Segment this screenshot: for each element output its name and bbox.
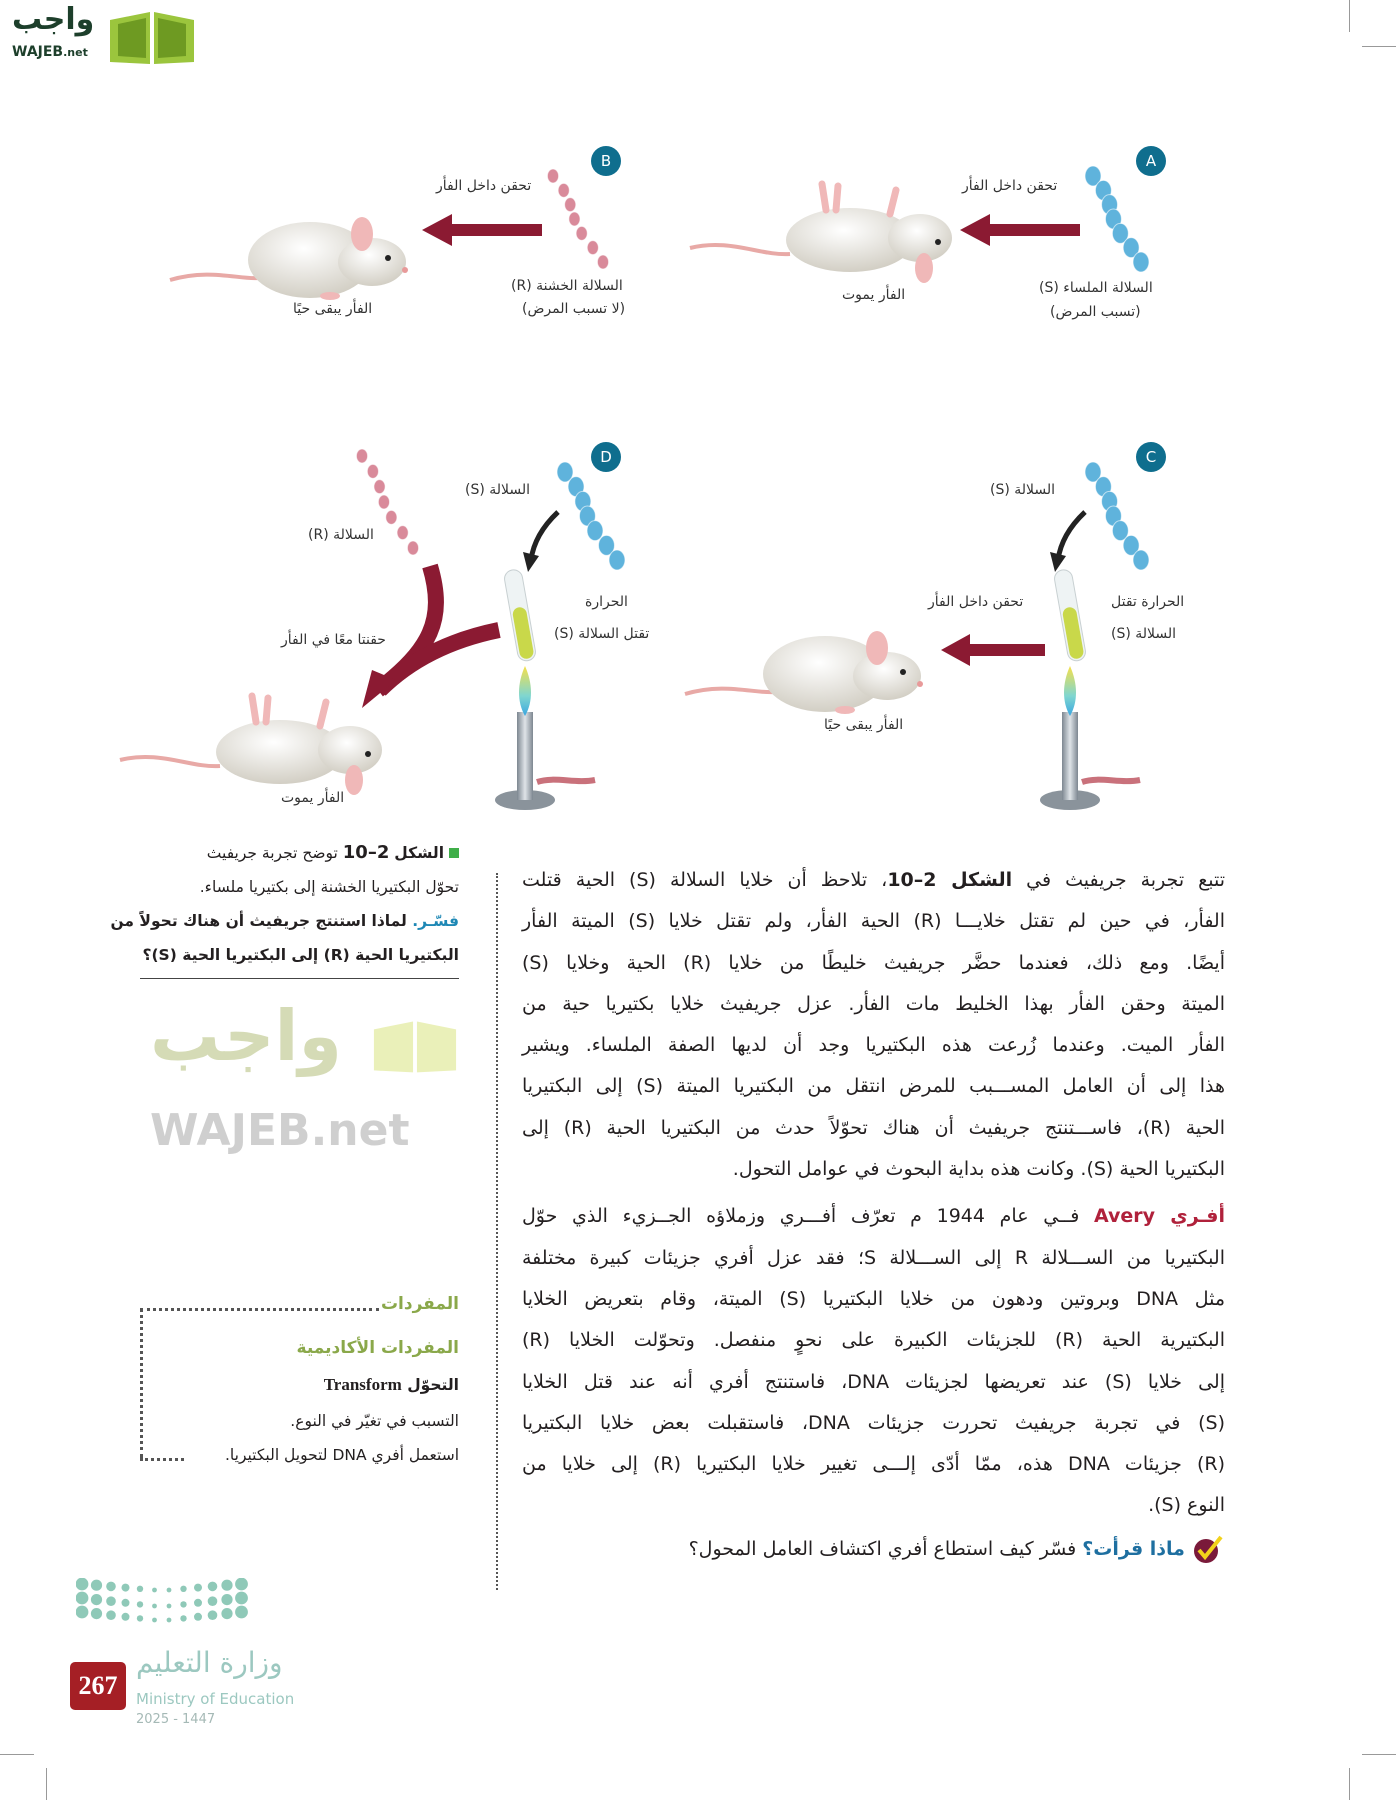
s-strain-chain [1085, 462, 1149, 570]
logo-dot [76, 1606, 88, 1619]
transfer-arrow [531, 512, 558, 560]
text-line: هذا إلى أن العامل المســـبب للمرض انتقل من البكتيريا الميتة (S) إلى البكتيريا [522, 1075, 1225, 1098]
vocab-left-border [140, 1308, 143, 1458]
text-line: البكتيريا الحية (S). وكانت هذه بداية البحوث في عوامل التحول. [732, 1158, 1225, 1181]
text-line: (S) في تجربة جريفيث تحررت جزيئات DNA، فاستقبلت بعض خلايا البكتيريا [522, 1411, 1225, 1434]
bacterium-cell [587, 521, 603, 541]
label-a-strain-note: (تسبب المرض) [1050, 304, 1141, 320]
text-line: البكتيرية الحية (R) للجزيئات الكبيرة على نحوٍ منفصل. وتحوّلت الخلايا (R) [522, 1329, 1225, 1352]
logo-dot [221, 1594, 232, 1605]
mouse-dead-d [120, 696, 382, 795]
text-line: (R) جزيئات DNA هذه، ممّا أدّى إلـــى تغيير خلايا البكتيريا (R) إلى خلايا من [522, 1453, 1225, 1476]
caption-divider [140, 978, 459, 979]
logo-dot [221, 1580, 232, 1591]
logo-dot [180, 1601, 186, 1607]
caption-line-4: البكتيريا الحية (R) إلى البكتيريا الحية (S)؟ [142, 946, 459, 964]
vocab-section: المفردات الأكاديمية [296, 1338, 459, 1358]
label-d-heat-1: الحرارة [585, 594, 628, 610]
figure-caption [110, 836, 459, 979]
label-b-strain: السلالة الخشنة (R) [511, 278, 623, 294]
logo-dot [122, 1613, 130, 1621]
mouse-alive-b [170, 217, 408, 300]
panel-badge-a: A [1136, 146, 1166, 176]
avery-heading: أفـري Avery [1093, 1205, 1225, 1228]
vocab-bottom-border [140, 1458, 184, 1461]
bacterium-cell [397, 526, 408, 540]
logo-dot [167, 1604, 172, 1609]
logo-dot [235, 1592, 248, 1605]
logo-dot [180, 1615, 186, 1621]
logo-dot [106, 1610, 116, 1620]
page-number: 267 [70, 1662, 126, 1710]
logo-dot [208, 1596, 218, 1606]
text-line: النوع (S). [1148, 1494, 1225, 1517]
footer-year: 2025 - 1447 [136, 1712, 216, 1727]
text-span: فــي عام 1944 م تعرّف أفـــري وزملاؤه الجــزيء الذي حوّل [522, 1205, 1080, 1228]
label-b-strain-note: (لا تسبب المرض) [522, 301, 626, 317]
label-c-heat-1: الحرارة تقتل [1111, 594, 1185, 610]
label-a-result: الفأر يموت [842, 287, 906, 303]
logo-dot [152, 1618, 157, 1623]
logo-dot [208, 1582, 218, 1592]
logo-latin-text: WAJEB [12, 44, 64, 60]
bacterium-cell [1133, 550, 1149, 570]
watermark [145, 995, 460, 1185]
caption-line [140, 836, 459, 870]
text-line: إلى خلايا (S) عند تعريضها لجزيئات DNA، فاستنتج أفري أنه عند قتل الخلايا [522, 1370, 1226, 1393]
vocab-example: استعمل أفري DNA لتحويل البكتيريا. [224, 1446, 459, 1464]
reading-check-label: ماذا قرأت؟ [1082, 1537, 1185, 1560]
inject-arrow [422, 214, 542, 246]
caption-label: الشكل [394, 844, 445, 862]
label-d-heat-2: تقتل السلالة (S) [554, 626, 650, 642]
label-c-heat-2: السلالة (S) [1111, 626, 1177, 642]
label-d-result: الفأر يموت [281, 790, 345, 806]
term-arabic: التحوّل [407, 1376, 459, 1394]
vocab-top-border [140, 1308, 379, 1311]
logo-arabic: واجب [12, 2, 95, 37]
bacterium-cell [569, 212, 580, 226]
transfer-arrow [1058, 512, 1085, 560]
ministry-name-en: Ministry of Education [136, 1690, 295, 1708]
label-c-result: الفأر يبقى حيًا [824, 717, 904, 733]
crop-mark [0, 1754, 34, 1755]
text-line: الفأر الميت. وعندما زُرعت هذه البكتيريا وجد أن لديها الصفة الملساء. ويشير [522, 1034, 1225, 1057]
griffith-experiment-figure [0, 0, 1396, 830]
logo-dot [208, 1610, 218, 1620]
crop-mark [46, 1768, 47, 1800]
logo-dot [221, 1608, 232, 1619]
bacterium-cell [378, 495, 389, 509]
logo-dot [167, 1588, 172, 1593]
logo-dot [91, 1580, 102, 1591]
logo-dot [91, 1594, 102, 1605]
text-span: تتبع تجربة جريفيث في [1026, 869, 1225, 891]
label-d-inject: حقنتا معًا في الفأر [281, 632, 386, 648]
text-line: أيضًا. ومع ذلك، فعندما حضَّر جريفيث خليطًا من خلايا (R) الحية وخلايا (S) [522, 951, 1225, 974]
text-line: البكتيريا من الســـلالة R إلى الســـلالة S؛ فقد عزل أفري جزيئات كبيرة مختلفة [522, 1246, 1225, 1269]
caption-number: 2–10 [342, 842, 390, 863]
label-d-strain-r: السلالة (R) [308, 527, 374, 543]
panel-c [685, 462, 1149, 810]
bacterium-cell [576, 226, 587, 240]
text-line: مثل DNA وبروتين ودهون من خلايا البكتيريا (S) الميتة، وقام بتعريض الخلايا [522, 1287, 1225, 1310]
s-strain-chain [557, 462, 625, 570]
ministry-name-ar: وزارة التعليم [136, 1646, 283, 1679]
bacterium-cell [374, 480, 385, 494]
label-a-inject: تحقن داخل الفأر [962, 178, 1058, 194]
vocab-term [324, 1375, 459, 1395]
panel-badge-d: D [591, 442, 621, 472]
main-text [522, 860, 1225, 1570]
reading-check [522, 1529, 1225, 1570]
logo-dot [194, 1599, 202, 1607]
bacterium-cell [407, 541, 418, 555]
mouse-dead-a [690, 184, 952, 283]
vocab-definition: التسبب في تغيّر في النوع. [290, 1412, 459, 1430]
bacterium-cell [587, 241, 598, 255]
label-a-strain: السلالة الملساء (S) [1039, 280, 1153, 296]
bacterium-cell [558, 183, 569, 197]
logo-dot [152, 1604, 157, 1609]
bacterium-cell [386, 510, 397, 524]
logo-dot [122, 1599, 130, 1607]
inject-arrow [960, 214, 1080, 246]
caption-line [110, 904, 459, 938]
test-tube [1053, 568, 1087, 662]
logo-dot [106, 1596, 116, 1606]
caption-question: لماذا استنتج جريفيث أن هناك تحولاً من [110, 912, 407, 930]
logo-dot [137, 1586, 143, 1592]
logo-dot [194, 1584, 202, 1592]
text-line [522, 1196, 1225, 1237]
text-line: الفأر، في حين لم تقتل خلايـــا (R) الحية الفأر، ولم تقتل خلايا (S) الميتة الفأر [522, 910, 1226, 933]
watermark-book-icon [370, 1015, 460, 1075]
bacterium-cell [367, 464, 378, 478]
watermark-latin: WAJEB.net [150, 1105, 410, 1156]
column-divider [496, 873, 498, 1590]
bacterium-cell [547, 169, 558, 183]
logo-dot [122, 1584, 130, 1592]
green-square-icon [449, 848, 459, 858]
r-strain-chain [547, 169, 608, 269]
bacterium-cell [565, 198, 576, 212]
bacterium-cell [1133, 252, 1149, 272]
panel-badge-b: B [591, 146, 621, 176]
test-tube [503, 568, 537, 662]
caption-text: توضح تجربة جريفيث [206, 844, 338, 862]
crop-mark [1362, 1754, 1396, 1755]
panel-d [120, 449, 625, 810]
panel-a [690, 166, 1149, 283]
label-d-strain-s: السلالة (S) [465, 482, 531, 498]
caption-line-2: تحوّل البكتيريا الخشنة إلى بكتيريا ملساء. [199, 878, 459, 896]
watermark-arabic: واجب [150, 995, 343, 1077]
reading-check-question: فسّر كيف استطاع أفري اكتشاف العامل المحول؟ [688, 1537, 1077, 1560]
bunsen-burner [1040, 666, 1140, 810]
text-line: الحية (R)، فاســـتنتج جريفيث أن هناك تحوّلاً حدث من البكتيريا الحية (R) إلى [522, 1116, 1225, 1139]
crop-mark [1349, 1768, 1350, 1800]
label-c-strain: السلالة (S) [990, 482, 1056, 498]
logo-dot [106, 1582, 116, 1592]
logo-suffix: .net [63, 46, 88, 59]
text-line [522, 860, 1225, 901]
logo-dot [76, 1578, 88, 1590]
explain-label: فسّـر. [412, 912, 459, 930]
term-english: Transform [323, 1375, 402, 1394]
logo-dot [235, 1606, 248, 1619]
bunsen-burner [495, 666, 595, 810]
logo-dot [167, 1618, 172, 1623]
label-b-inject: تحقن داخل الفأر [436, 178, 532, 194]
bacterium-cell [356, 449, 367, 463]
paragraph-griffith [522, 860, 1225, 1190]
vocabulary-box [140, 1292, 459, 1472]
logo-dot [76, 1592, 88, 1605]
ministry-logo-dots [76, 1578, 251, 1638]
paragraph-avery [522, 1196, 1225, 1526]
logo-dot [194, 1613, 202, 1621]
logo-dot [137, 1615, 143, 1621]
logo-dot [137, 1601, 143, 1607]
text-span: ، تلاحظ أن خلايا السلالة (S) الحية قتلت [522, 869, 888, 891]
s-strain-chain [1085, 166, 1149, 272]
figure-reference[interactable]: الشكل 2–10 [887, 869, 1013, 891]
label-b-result: الفأر يبقى حيًا [293, 301, 373, 317]
checkmark-icon [1191, 1534, 1225, 1564]
text-line: الميتة وحقن الفأر بهذا الخليط مات الفأر. عزل جريفيث خلايا بكتيريا حية من [522, 992, 1225, 1015]
logo-dot [180, 1586, 186, 1592]
panel-badge-c: C [1136, 442, 1166, 472]
label-c-inject: تحقن داخل الفأر [928, 594, 1024, 610]
bacterium-cell [609, 550, 625, 570]
vocab-title: المفردات [380, 1294, 459, 1314]
inject-arrow [941, 634, 1045, 666]
logo-dot [235, 1578, 248, 1590]
bacterium-cell [597, 255, 608, 269]
mouse-alive-c [685, 631, 923, 714]
logo-dot [152, 1588, 157, 1593]
logo-dot [91, 1608, 102, 1619]
